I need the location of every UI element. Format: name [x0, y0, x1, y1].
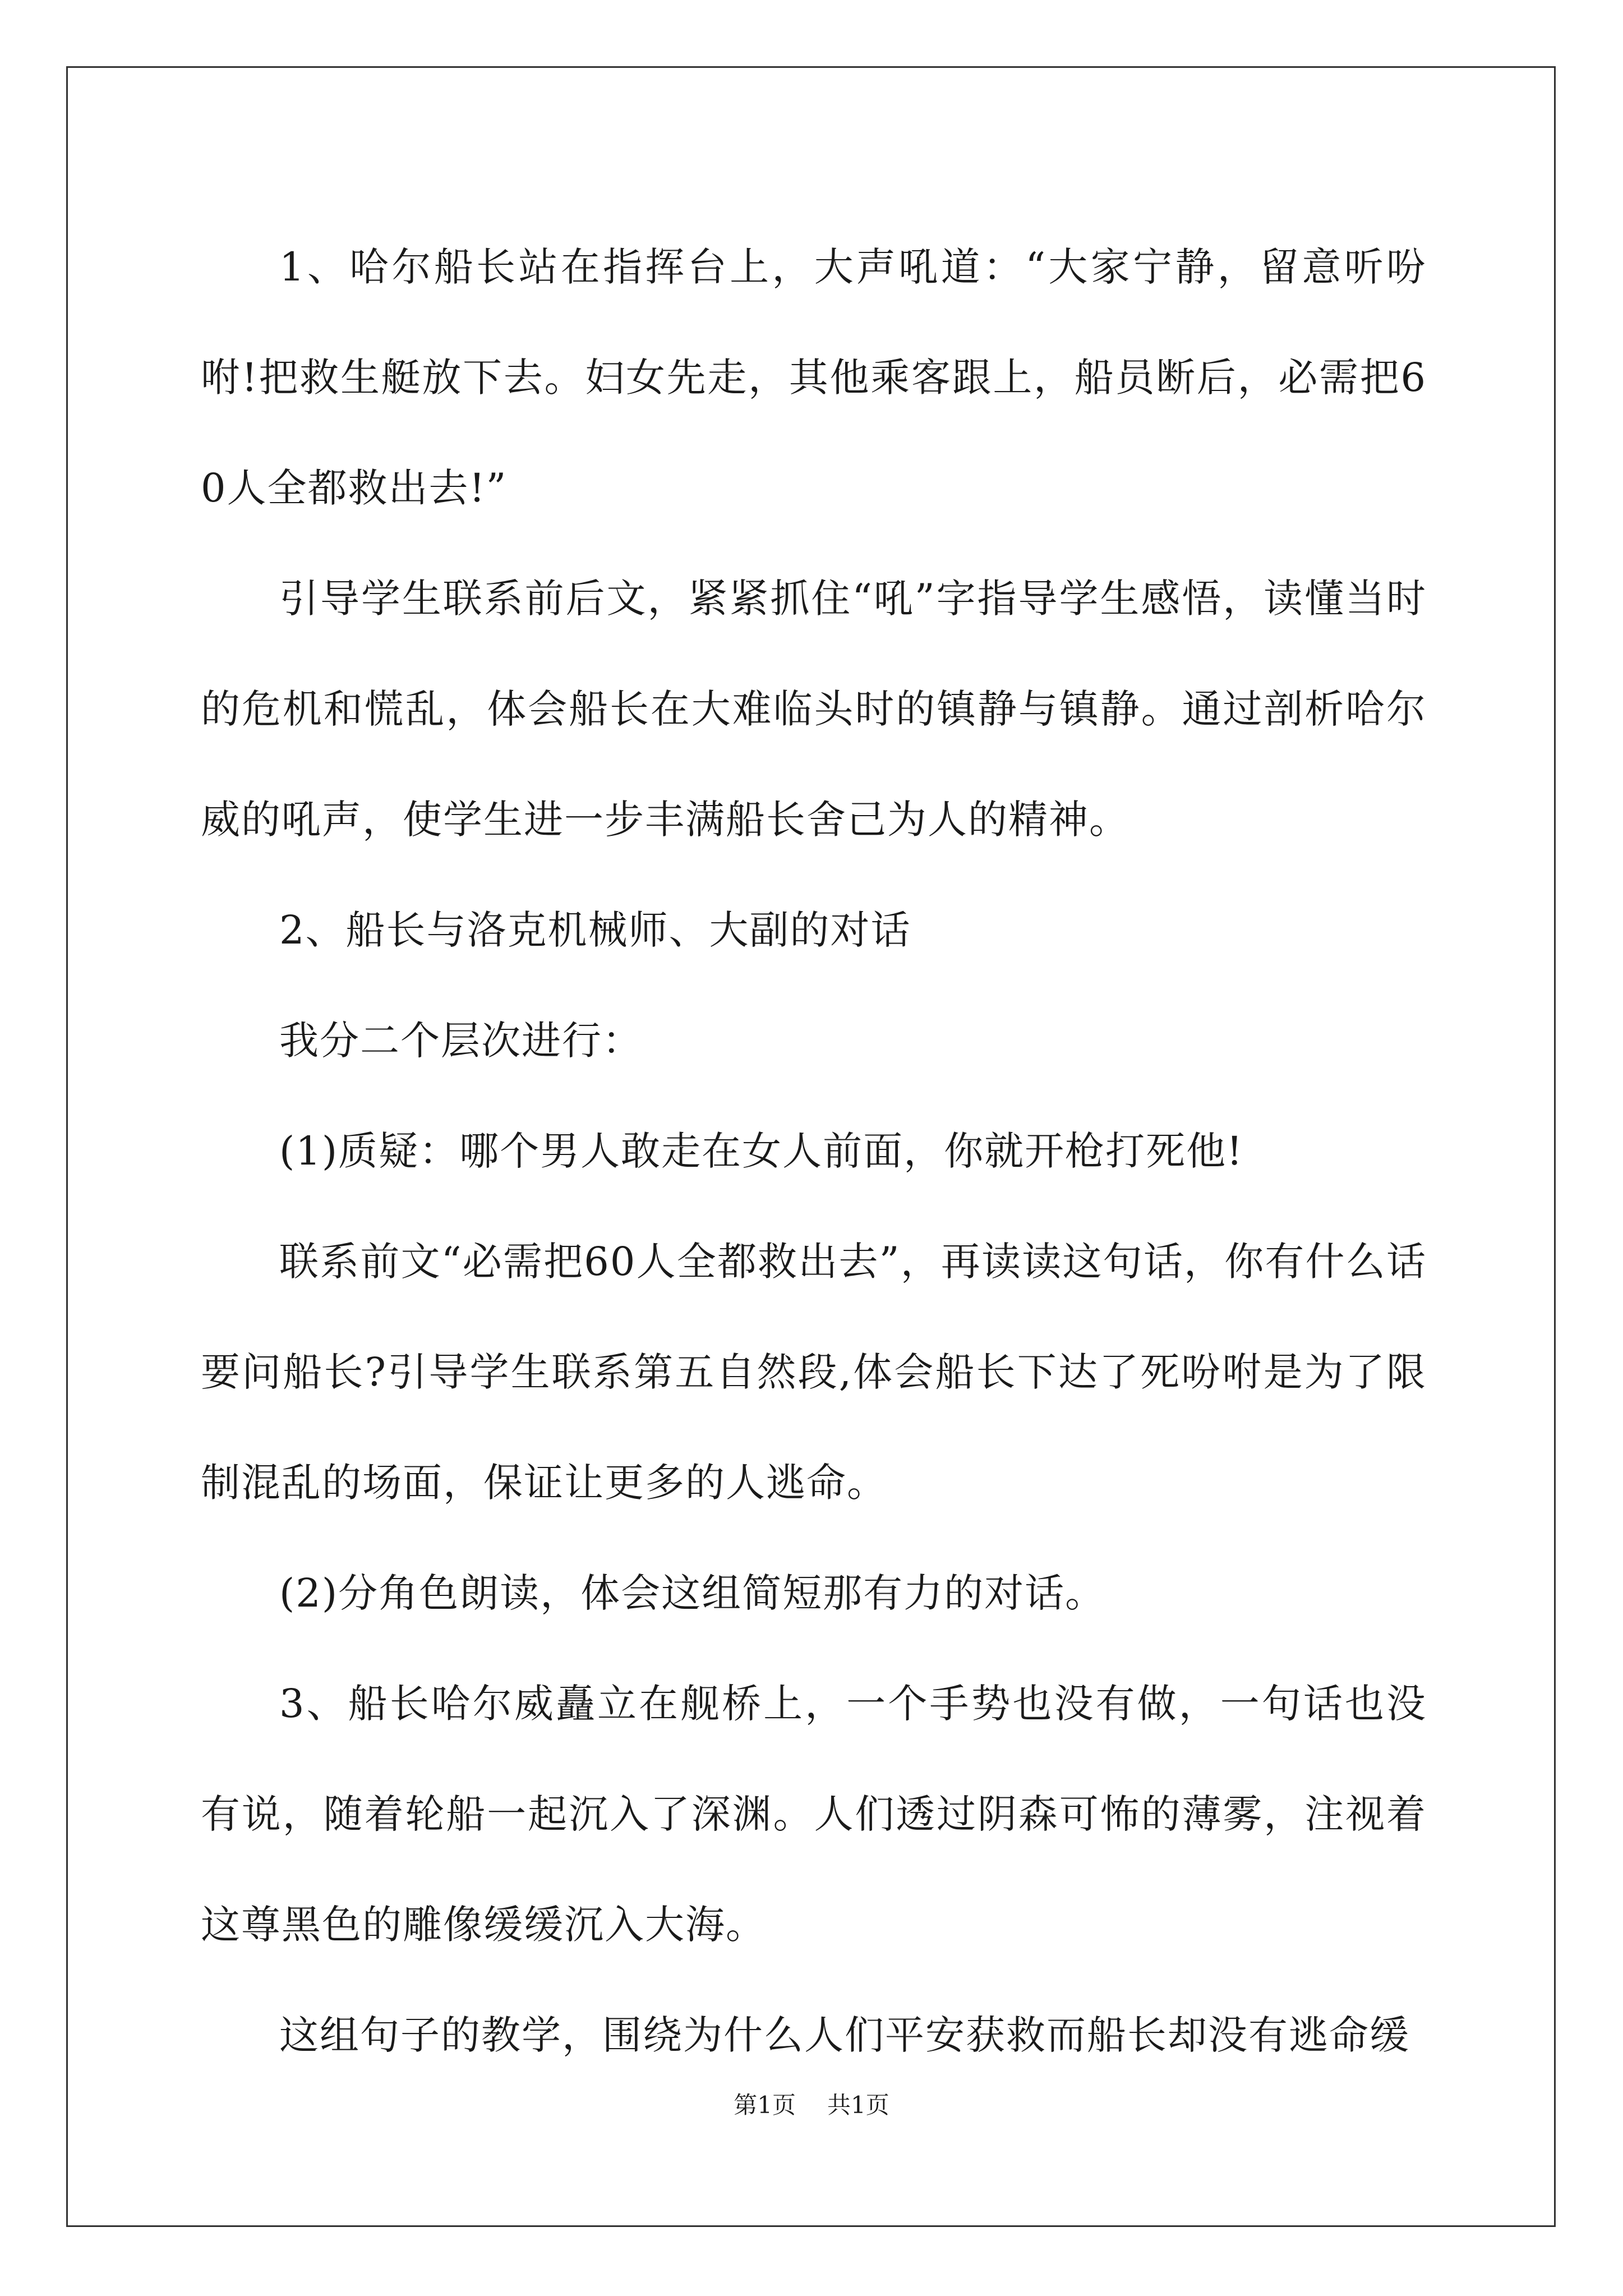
- paragraph-2: 引导学生联系前后文，紧紧抓住“吼”字指导学生感悟，读懂当时的危机和慌乱，体会船长在大难临头时的镇静与镇静。通过剖析哈尔威的吼声，使学生进一步丰满船长舍己为人的精神。: [201, 576, 1427, 843]
- paragraph-4: 我分二个层次进行：: [279, 1018, 643, 1064]
- page-footer: [0, 2087, 1623, 2120]
- paragraph-1: 1、哈尔船长站在指挥台上，大声吼道：“大家宁静，留意听吩咐!把救生艇放下去。妇女先走，其他乘客跟上，船员断后，必需把60人全都救出去!”: [201, 244, 1427, 511]
- paragraph-6: 联系前文“必需把60人全都救出去”，再读读这句话，你有什么话要问船长?引导学生联系第五自然段,体会船长下达了死吩咐是为了限制混乱的场面，保证让更多的人逃命。: [201, 1239, 1427, 1506]
- paragraph-3: 2、船长与洛克机械师、大副的对话: [279, 907, 911, 953]
- document-body: [201, 212, 1427, 2091]
- page-total: 共1页: [827, 2091, 889, 2119]
- paragraph-5: (1)质疑：哪个男人敢走在女人前面，你就开枪打死他!: [279, 1128, 1244, 1174]
- paragraph-8: 3、船长哈尔威矗立在舰桥上，一个手势也没有做，一句话也没有说，随着轮船一起沉入了深渊。人们透过阴森可怖的薄雾，注视着这尊黑色的雕像缓缓沉入大海。: [201, 1681, 1427, 1948]
- paragraph-9: 这组句子的教学，围绕为什么人们平安获救而船长却没有逃命缓: [279, 2012, 1410, 2058]
- paragraph-7: (2)分角色朗读，体会这组简短那有力的对话。: [279, 1570, 1106, 1616]
- page-number: 第1页: [734, 2091, 796, 2119]
